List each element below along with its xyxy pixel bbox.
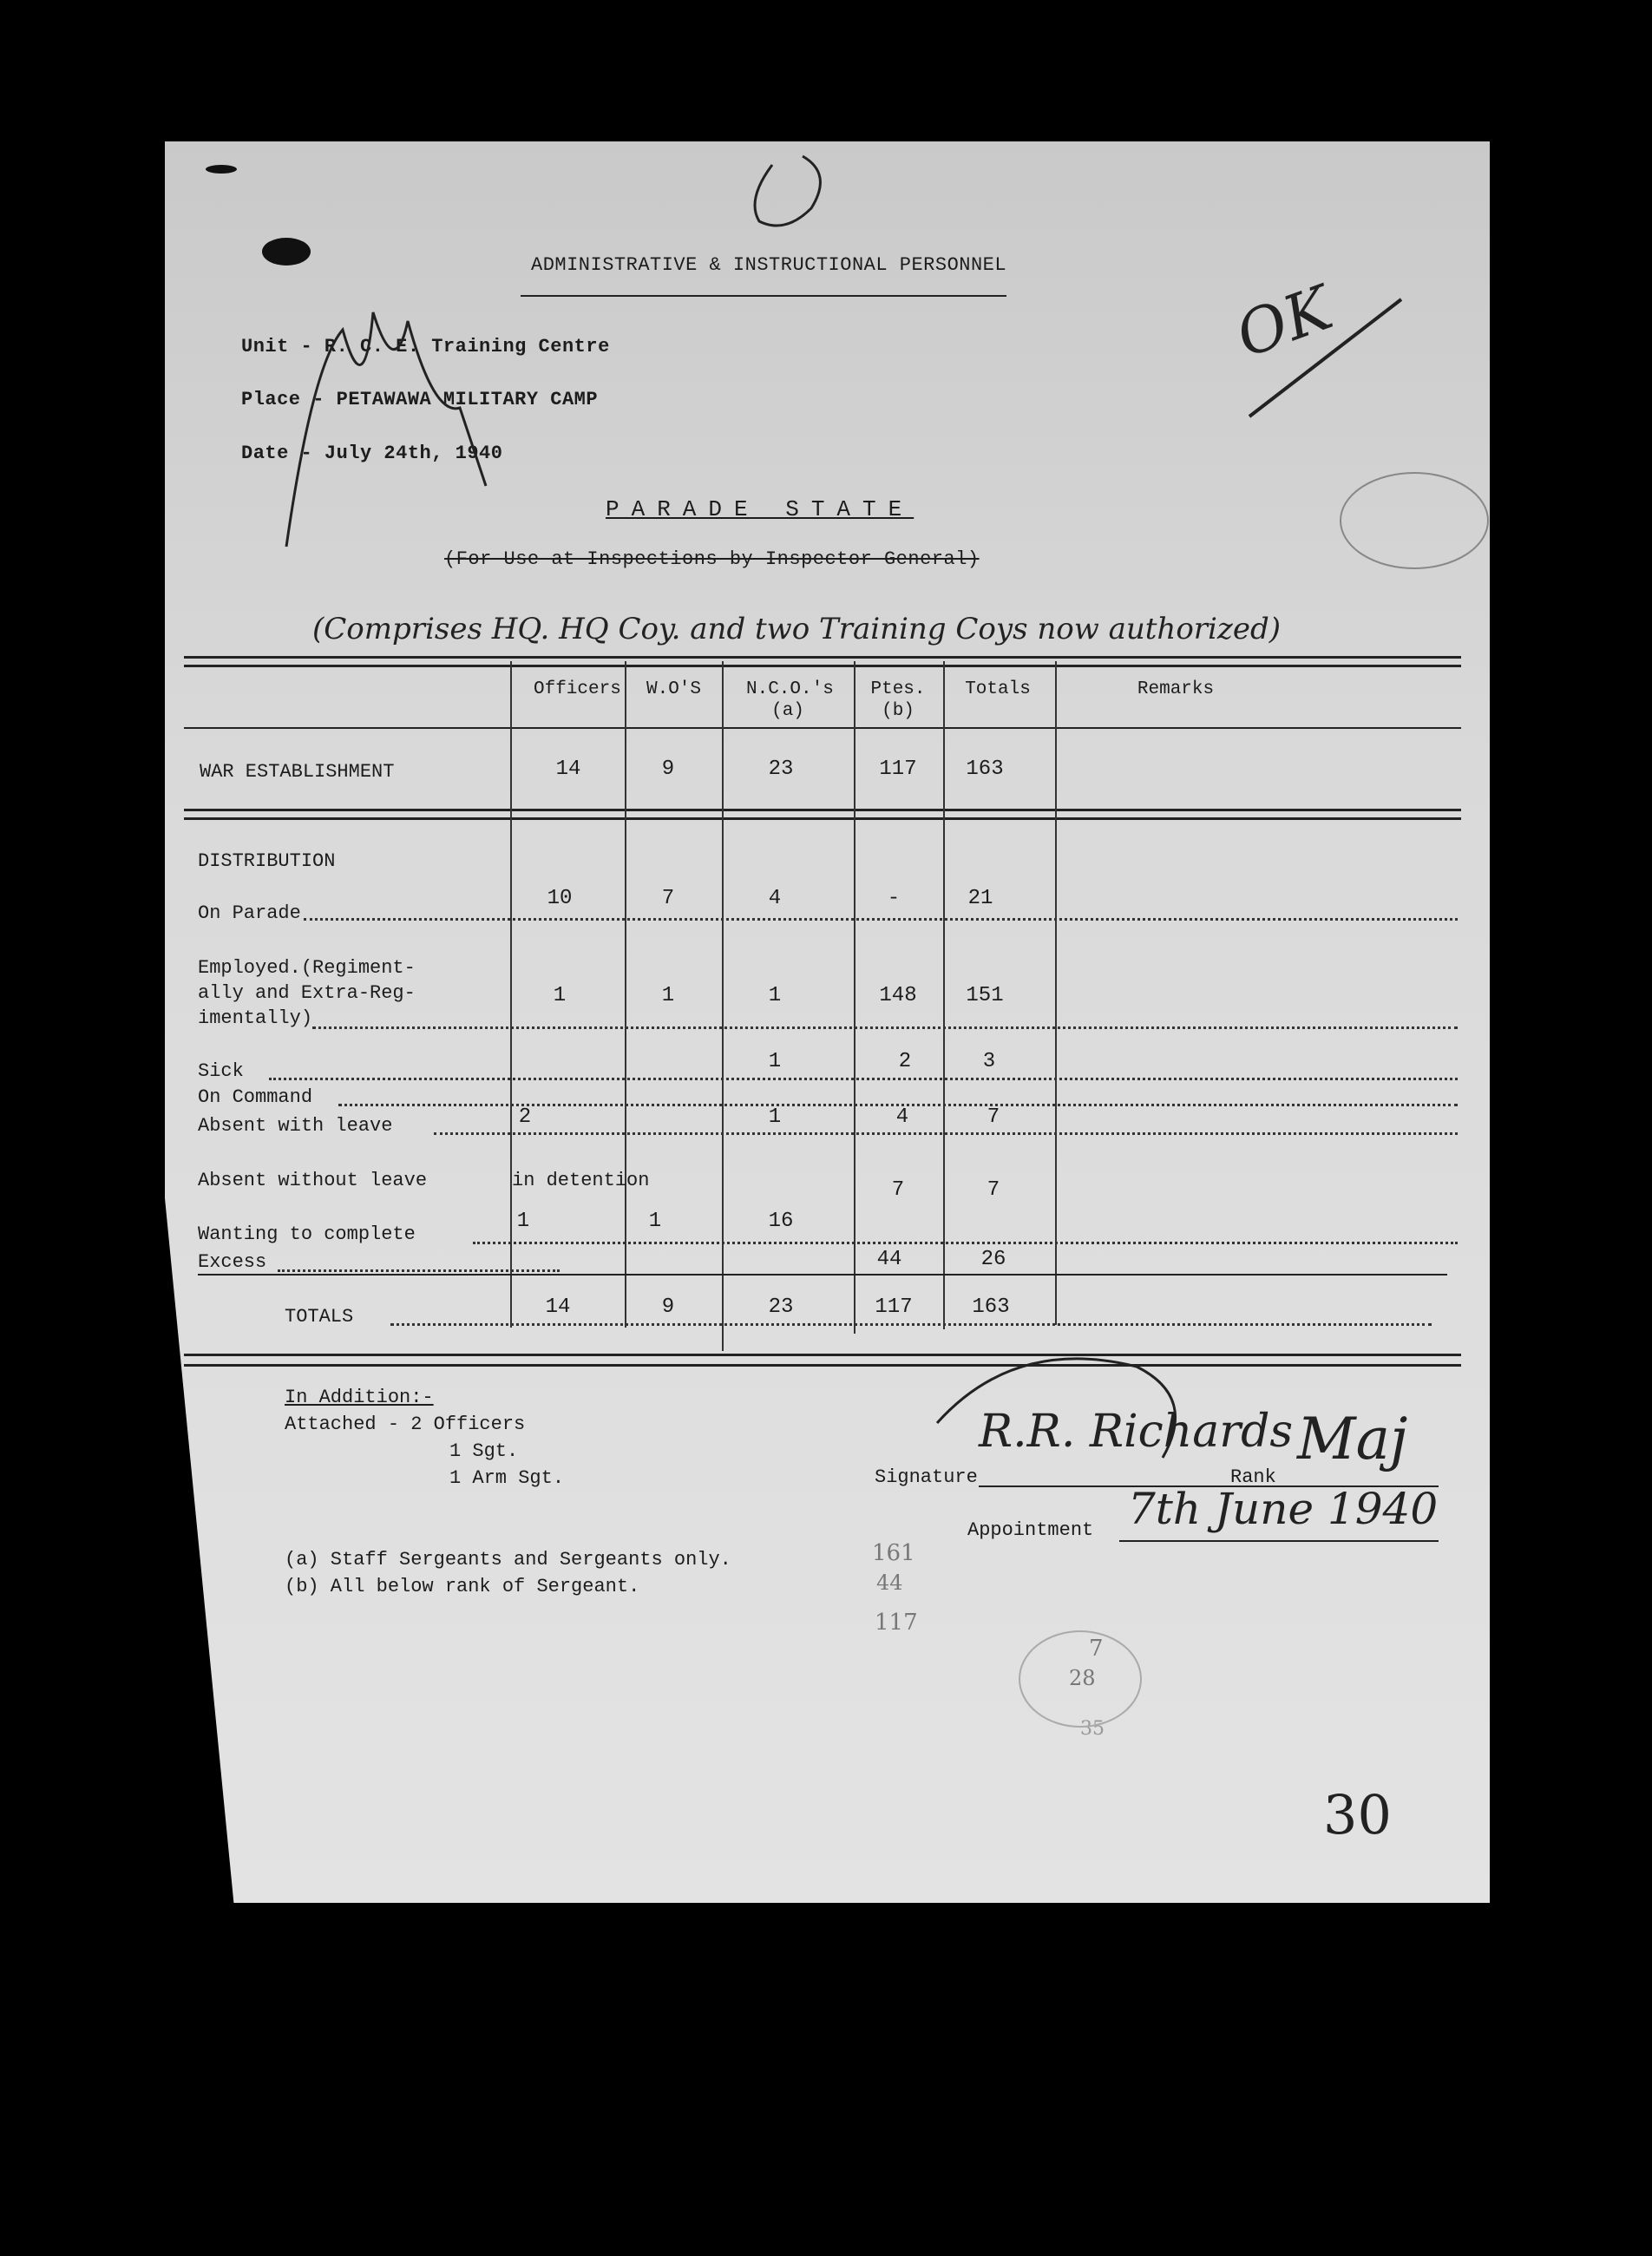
rank-value: Maj [1297, 1406, 1408, 1472]
header-ptes-note: (b) [882, 701, 914, 721]
cell-value: 1 [768, 1105, 782, 1129]
addition-heading: In Addition:- [285, 1387, 434, 1408]
form-title: PARADE STATE [606, 496, 914, 522]
header-ptes: Ptes. [870, 679, 926, 699]
row-label-totals: TOTALS [285, 1306, 354, 1328]
cell-value: 7 [661, 887, 675, 910]
cell-value: 4 [895, 1105, 909, 1129]
detention-note: in detention [512, 1170, 650, 1191]
pencil-note: 28 [1069, 1666, 1096, 1690]
cell-value: 14 [555, 757, 581, 781]
cell-value: 2 [518, 1105, 532, 1129]
appointment-label: Appointment [967, 1519, 1094, 1541]
signature: R.R. Richards [979, 1406, 1294, 1458]
header-wos: W.O'S [646, 679, 702, 699]
handwritten-note: (Comprises HQ. HQ Coy. and two Training Coys now authorized) [312, 612, 1281, 646]
cell-value: 23 [768, 1295, 794, 1319]
footnote-b: (b) All below rank of Sergeant. [285, 1576, 640, 1597]
header-ncos-note: (a) [771, 701, 804, 721]
pencil-note: 44 [876, 1571, 903, 1595]
cell-value: 163 [972, 1295, 1010, 1319]
pencil-note: 117 [875, 1610, 918, 1636]
date-line: Date - July 24th, 1940 [241, 443, 503, 464]
cell-value: 117 [879, 757, 917, 781]
pencil-note: 7 [1089, 1636, 1104, 1662]
row-label-excess: Excess [198, 1251, 267, 1273]
cell-value: 26 [980, 1248, 1006, 1271]
cell-value: - [887, 887, 901, 910]
document-title: ADMINISTRATIVE & INSTRUCTIONAL PERSONNEL [531, 254, 1007, 276]
signature-label: Signature [875, 1466, 978, 1488]
distribution-heading: DISTRIBUTION [198, 850, 336, 872]
pencil-note: 35 [1080, 1718, 1105, 1740]
cell-value: 21 [967, 887, 993, 910]
cell-value: 7 [891, 1178, 905, 1202]
row-label-wanting: Wanting to complete [198, 1223, 416, 1245]
margin-mark-ok: OK [1227, 272, 1341, 372]
header-remarks: Remarks [1137, 679, 1215, 699]
row-label-employed: Employed.(Regiment- [198, 957, 416, 979]
row-label-on-command: On Command [198, 1086, 313, 1108]
cell-value: 14 [545, 1295, 571, 1319]
cell-value: 1 [516, 1210, 530, 1233]
header-officers: Officers [534, 679, 621, 699]
appointment-value: 7th June 1940 [1128, 1484, 1439, 1534]
header-ncos: N.C.O.'s [746, 679, 834, 699]
page-number: 30 [1323, 1783, 1392, 1846]
row-label-sick: Sick [198, 1060, 244, 1082]
cell-value: 151 [966, 984, 1004, 1007]
cell-value: 9 [661, 757, 675, 781]
rank-label: Rank [1230, 1466, 1276, 1488]
cell-value: 3 [982, 1050, 996, 1073]
cell-value: 16 [768, 1210, 794, 1233]
cell-value: 44 [876, 1248, 902, 1271]
cell-value: 9 [661, 1295, 675, 1319]
addition-line: 1 Sgt. [449, 1440, 519, 1462]
cell-value: 7 [987, 1178, 1000, 1202]
cell-value: 2 [898, 1050, 912, 1073]
row-label-absent-without-leave: Absent without leave [198, 1170, 428, 1191]
cell-value: 7 [987, 1105, 1000, 1129]
addition-line: 1 Arm Sgt. [449, 1467, 565, 1489]
cell-value: 1 [648, 1210, 662, 1233]
row-label-employed: imentally) [198, 1007, 313, 1029]
cell-value: 163 [966, 757, 1004, 781]
footnote-a: (a) Staff Sergeants and Sergeants only. [285, 1549, 731, 1571]
place-line: Place - PETAWAWA MILITARY CAMP [241, 389, 599, 410]
pencil-note: 161 [872, 1540, 915, 1566]
header-totals: Totals [965, 679, 1031, 699]
addition-line: Attached - 2 Officers [285, 1413, 526, 1435]
struck-subtitle: (For Use at Inspections by Inspector-General) [444, 548, 980, 570]
cell-value: 23 [768, 757, 794, 781]
cell-value: 10 [547, 887, 573, 910]
cell-value: 4 [768, 887, 782, 910]
cell-value: 148 [879, 984, 917, 1007]
cell-value: 1 [768, 1050, 782, 1073]
row-label-on-parade: On Parade [198, 902, 301, 924]
cell-value: 1 [768, 984, 782, 1007]
cell-value: 1 [553, 984, 567, 1007]
unit-line: Unit - R. C. E. Training Centre [241, 336, 610, 357]
row-label-employed: ally and Extra-Reg- [198, 982, 416, 1004]
cell-value: 117 [875, 1295, 913, 1319]
row-label-war-establishment: WAR ESTABLISHMENT [200, 761, 395, 783]
row-label-absent-with-leave: Absent with leave [198, 1115, 393, 1137]
cell-value: 1 [661, 984, 675, 1007]
